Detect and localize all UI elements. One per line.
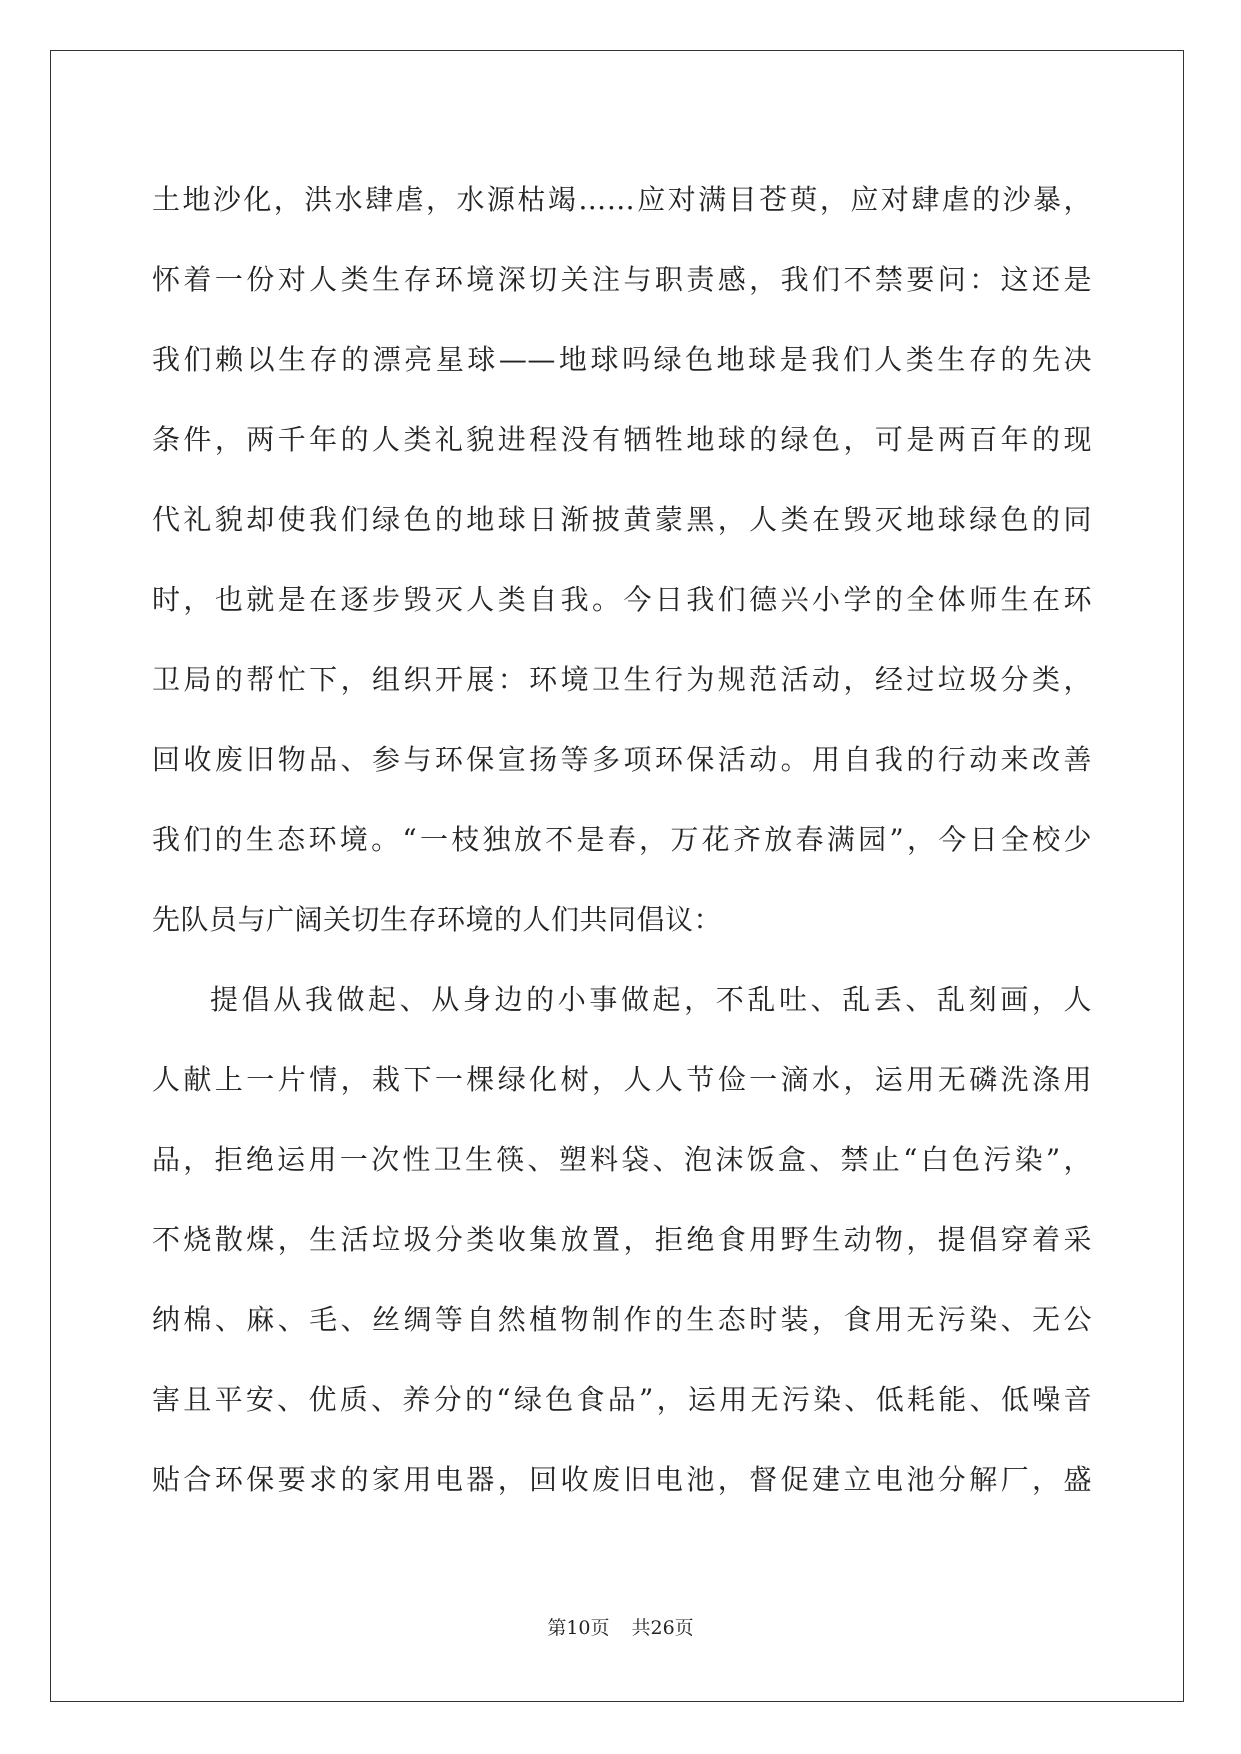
text-line: 提倡从我做起、从身边的小事做起，不乱吐、乱丢、乱刻画，人 (210, 983, 1092, 1016)
text-line: 代礼貌却使我们绿色的地球日渐披黄蒙黑，人类在毁灭地球绿色的同 (152, 503, 1092, 536)
page-footer (0, 1613, 1241, 1640)
text-line: 怀着一份对人类生存环境深切关注与职责感，我们不禁要问：这还是 (152, 263, 1092, 296)
paragraph-2 (152, 960, 1092, 1520)
text-line: 时，也就是在逐步毁灭人类自我。今日我们德兴小学的全体师生在环 (152, 583, 1092, 616)
text-line: 贴合环保要求的家用电器，回收废旧电池，督促建立电池分解厂，盛 (152, 1463, 1092, 1496)
text-line: 我们的生态环境。“一枝独放不是春，万花齐放春满园”，今日全校少 (152, 823, 1092, 856)
text-line: 品，拒绝运用一次性卫生筷、塑料袋、泡沫饭盒、禁止“白色污染”， (152, 1143, 1092, 1176)
text-line: 土地沙化，洪水肆虐，水源枯竭……应对满目苍萸，应对肆虐的沙暴， (152, 183, 1092, 216)
page-total: 共26页 (631, 1617, 694, 1639)
text-line: 人献上一片情，栽下一棵绿化树，人人节俭一滴水，运用无磷洗涤用 (152, 1063, 1092, 1096)
text-line: 不烧散煤，生活垃圾分类收集放置，拒绝食用野生动物，提倡穿着采 (152, 1223, 1092, 1256)
page-number: 第10页 (547, 1617, 610, 1639)
text-line: 纳棉、麻、毛、丝绸等自然植物制作的生态时装，食用无污染、无公 (152, 1303, 1092, 1336)
text-line: 条件，两千年的人类礼貌进程没有牺牲地球的绿色，可是两百年的现 (152, 423, 1092, 456)
text-line: 先队员与广阔关切生存环境的人们共同倡议： (152, 903, 723, 936)
text-line: 害且平安、优质、养分的“绿色食品”，运用无污染、低耗能、低噪音 (152, 1383, 1092, 1416)
document-body (152, 160, 1092, 1520)
text-line: 回收废旧物品、参与环保宣扬等多项环保活动。用自我的行动来改善 (152, 743, 1092, 776)
text-line: 卫局的帮忙下，组织开展：环境卫生行为规范活动，经过垃圾分类， (152, 663, 1092, 696)
text-line: 我们赖以生存的漂亮星球——地球吗绿色地球是我们人类生存的先决 (152, 343, 1092, 376)
paragraph-1 (152, 160, 1092, 960)
